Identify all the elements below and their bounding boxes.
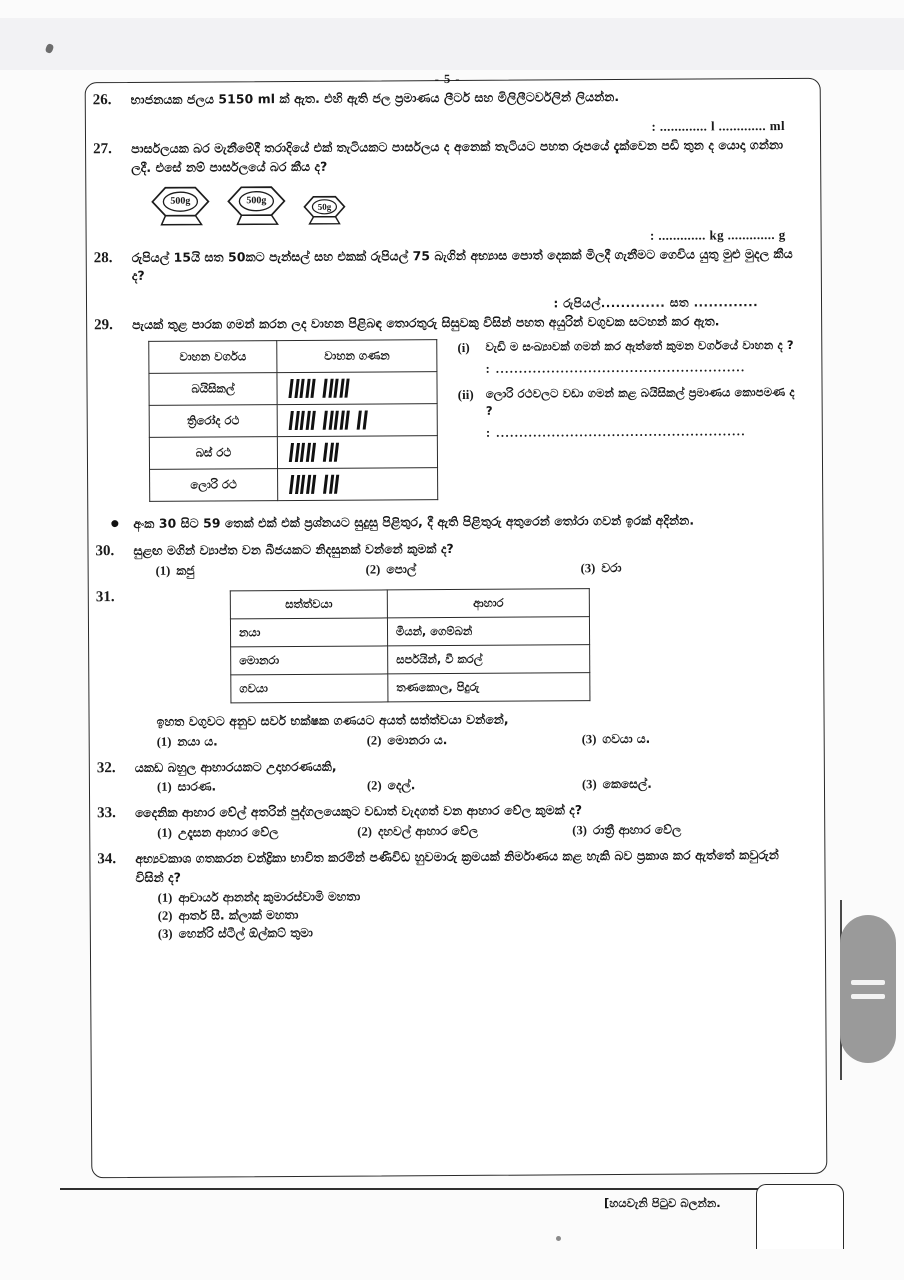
question-29-sub-i-answer-line[interactable]: : ...................................................... (485, 359, 746, 376)
option-number: (2) (366, 778, 382, 793)
weights-figure (149, 180, 803, 228)
option-number: (1) (155, 563, 171, 578)
table-row (150, 468, 438, 502)
question-33 (97, 800, 807, 841)
question-32-options (135, 776, 807, 795)
question-30-option-1[interactable] (156, 562, 366, 578)
tally-header-row (149, 340, 437, 374)
tally-label-bus: බස් රථ (149, 437, 277, 470)
weight-label-2: 500g (246, 194, 267, 206)
question-30-option-2[interactable] (366, 561, 581, 577)
question-34-option-2[interactable] (158, 905, 808, 924)
equals-icon (851, 980, 885, 985)
option-number: (3) (157, 926, 173, 941)
exam-page-content (85, 71, 826, 1176)
option-label: සාරණ. (177, 779, 217, 795)
animal-name-cobra: නයා (230, 618, 387, 647)
option-number: (2) (365, 562, 381, 577)
instruction-bullet-text: අංක 30 සිට 59 තෙක් එක් එක් ප්‍රශ්නයට සුදුසු පිළිතුර, දී ඇති පිළිතුරු අතුරෙන් තෝරා ගවන් ඉරක් අදින්න. (133, 512, 695, 532)
footer-rule (60, 1188, 820, 1190)
tally-marks-group-three-wheeler (284, 409, 431, 432)
question-32-option-2[interactable] (367, 778, 582, 794)
question-27 (93, 136, 804, 229)
question-29-sub-ii-marker: (ii) (457, 386, 474, 402)
question-29-sub-i (457, 337, 804, 377)
question-31 (96, 584, 807, 750)
equals-icon (851, 994, 885, 999)
tally-header-vehicle-count: වාහන ගණන (277, 340, 437, 373)
tally-marks-lorry (278, 468, 438, 501)
table-row (149, 404, 437, 438)
question-32-text: යකඩ බහුල ආහාරයකට උදාහරණයකි, (134, 758, 337, 775)
option-number: (3) (580, 560, 596, 575)
question-33-option-2[interactable] (357, 824, 572, 840)
question-32-option-3[interactable] (582, 777, 652, 792)
tally-group (290, 475, 315, 494)
question-34-option-3[interactable] (158, 923, 808, 942)
tally-marks-bicycle (277, 372, 437, 405)
option-label: වරා (601, 560, 622, 575)
table-row (230, 616, 589, 646)
question-34 (97, 846, 808, 945)
question-28-text: රුපියල් 15යි සත 50කට පැන්සල් සහ එකක් රුපියල් 75 බැගින් අභ්‍යාස පොත් දෙකක් මිලදී ගැනීමට ගෙවිය යුතු මුළු මුදල කීය ද? (131, 245, 793, 284)
tally-group (324, 443, 338, 462)
option-label: උදෑසන ආහාර වේල (177, 825, 279, 840)
option-label: රාත්‍රී ආහාර වේල (592, 822, 682, 838)
question-31-options (135, 730, 807, 749)
weight-label-3: 50g (317, 201, 332, 212)
option-label: කජු (176, 563, 195, 578)
option-number: (1) (156, 780, 172, 795)
option-label: ගවයා ය. (602, 731, 651, 746)
tally-label-bicycle: බයිසිකල් (149, 373, 277, 406)
question-33-option-3[interactable] (572, 823, 681, 839)
vehicle-tally-table (148, 339, 438, 502)
table-row (149, 372, 437, 406)
option-label: හෙන්රි ස්ටීල් ඕල්කට් තුමා (178, 925, 313, 941)
animal-name-peacock: මොනරා (231, 646, 388, 675)
question-31-option-1[interactable] (157, 733, 367, 749)
question-30-options (134, 560, 806, 579)
weight-500g-a (149, 184, 211, 228)
table-row (231, 644, 590, 674)
question-34-text: අභ්‍යවකාශ ගතකරන චන්ද්‍රිකා භාවිත කරමින් පණිවිඩ හුවමාරු ක්‍රමයක් නිර්මාණය කළ හැකි බව ප්‍රකාශ කර ඇත්තේ කවුරුන් විසින් ද? (135, 847, 779, 886)
question-34-option-1[interactable] (158, 887, 808, 906)
tally-marks-group-bicycle (283, 377, 430, 400)
table-row (231, 672, 590, 702)
weight-500g-b (225, 184, 287, 228)
option-label: ආතර් සී. ක්ලාක් මහතා (178, 907, 299, 923)
question-34-number: 34. (97, 851, 117, 868)
tally-header-vehicle-type: වාහන වර්ගය (149, 341, 277, 374)
option-label: දහවල් ආහාර වේල (377, 824, 479, 839)
question-27-answer-line[interactable]: : ............. kg ............. g (649, 226, 786, 243)
question-28-answer-line[interactable] (94, 294, 758, 314)
option-label: නයා ය. (177, 734, 218, 749)
scan-haze (0, 18, 904, 70)
animal-header-animal: සත්ත්වයා (230, 590, 387, 619)
question-28-answer-line-text: : රුපියල්............. සත ............. (553, 295, 759, 311)
animal-name-cow: ගවයා (231, 674, 388, 703)
question-30 (95, 538, 805, 579)
question-30-text: සුළඟ මගින් ව්‍යාප්ත වන බීජයකට නිදසුනක් වන්නේ කුමක් ද? (133, 540, 454, 558)
question-30-option-3[interactable] (581, 561, 622, 576)
option-number: (3) (581, 777, 597, 792)
question-31-option-3[interactable] (582, 731, 651, 746)
tally-group (289, 379, 314, 398)
option-label: මොනරා ය. (387, 732, 448, 748)
tally-marks-group-lorry (284, 473, 431, 496)
footer-note: [හයවැනි පිටුව බලන්න. (604, 1196, 721, 1210)
option-number: (1) (156, 734, 172, 749)
bullet-dot-icon (95, 515, 133, 530)
question-26-answer-line[interactable]: : ............. l ............. ml (651, 117, 785, 134)
question-31-option-2[interactable] (367, 732, 582, 748)
tally-label-three-wheeler: ත්‍රිරෝද රථ (149, 405, 277, 438)
option-label: ආචාර්ය ආනන්ද කුමාරස්වාමි මහතා (178, 889, 361, 905)
footer-answer-box (756, 1184, 844, 1249)
question-32 (97, 754, 807, 795)
animal-food-table (230, 588, 591, 703)
question-29-sub-ii-text: ලොරි රථවලට වඩා ගමන් කළ බයිසිකල් ප්‍රමාණය කොපමණ ද ? (485, 384, 795, 419)
tally-marks-bus (277, 436, 437, 469)
question-28 (94, 244, 804, 286)
option-number: (1) (157, 890, 173, 905)
tally-label-lorry: ලොරි රථ (150, 469, 278, 502)
option-number: (3) (581, 731, 597, 746)
question-29 (94, 312, 804, 335)
option-label: දෙල්. (387, 778, 416, 793)
question-26-text: භාජනයක ජලය 5150 ml ක් ඇත. එහි ඇති ජල ප්‍රමාණය ලීටර් සහ මිලිලීටර්වලින් ලියන්න. (130, 88, 620, 107)
tally-group (358, 411, 366, 430)
question-33-options (135, 822, 807, 841)
question-33-number: 33. (97, 805, 116, 822)
question-29-sub-ii (458, 384, 805, 441)
tally-group (290, 411, 315, 430)
animal-header-row (230, 588, 589, 618)
tally-marks-three-wheeler (277, 404, 437, 437)
animal-food-cobra: මීයන්, ගෙම්බන් (387, 616, 589, 645)
table-row (149, 436, 437, 470)
option-number: (2) (157, 908, 173, 923)
tally-group (323, 379, 348, 398)
question-27-text: පාර්සලයක බර මැනීමේදී තරාදියේ එක් තැටියකට පාර්සලය ද අනෙක් තැටියට පහත රූපයේ දැක්වෙන පඩි තුන ද යොදා ගන්නා ලදී. එසේ නම් පාර්සලයේ බර කීය ද? (131, 136, 784, 175)
question-32-option-1[interactable] (157, 779, 367, 795)
question-34-options (136, 887, 808, 942)
question-26 (93, 87, 803, 110)
question-33-option-1[interactable] (157, 825, 357, 841)
question-29-text: පැයක් තුළ පාරක ගමන් කරන ලද වාහන පිළිබඳ තොරතුරු සිසුවකු විසින් පහත අයුරින් වගුවක සටහන් කර ඇත. (132, 313, 720, 333)
question-27-number: 27. (93, 140, 112, 158)
option-number: (2) (366, 733, 382, 748)
option-number: (3) (572, 823, 587, 838)
option-label: කෙසෙල්. (602, 777, 652, 792)
option-number: (2) (357, 824, 372, 839)
question-29-content (94, 337, 805, 502)
question-29-sub-ii-answer-line[interactable]: : ...................................................... (485, 424, 747, 440)
page-number: - 5 - (434, 71, 461, 87)
animal-food-peacock: සර්පයින්, වී කරල් (388, 644, 590, 673)
weight-50g (301, 193, 347, 227)
question-29-number: 29. (94, 317, 113, 334)
question-33-text: දෛනික ආහාර වේල් අතරින් පුද්ගලයෙකුට වඩාත් වැදගත් වන ආහාර වේල කුමක් ද? (135, 802, 583, 821)
question-30-number: 30. (95, 542, 115, 560)
instruction-bullet (95, 511, 805, 534)
question-26-number: 26. (92, 92, 112, 109)
animal-food-cow: තණකොල, පිදුරු (388, 672, 590, 701)
tally-group (324, 475, 338, 494)
scan-speck-bottom (556, 1236, 561, 1241)
tally-group (290, 443, 315, 462)
question-28-number: 28. (93, 249, 113, 266)
option-number: (1) (157, 826, 172, 841)
question-32-number: 32. (96, 759, 116, 776)
animal-header-food: ආහාර (387, 588, 589, 617)
question-31-number: 31. (95, 588, 115, 605)
tally-marks-group-bus (284, 441, 431, 464)
tally-group (324, 411, 349, 430)
overlay-menu-button[interactable] (840, 915, 896, 1063)
question-29-sub-i-marker: (i) (457, 339, 470, 356)
question-31-stem: ඉහත වගුවට අනුව සර්ව භක්ෂක ගණයට අයත් සත්ත්වයා වන්නේ, (156, 711, 509, 729)
option-label: පොල් (386, 561, 417, 577)
weight-label-1: 500g (170, 195, 191, 207)
question-29-sub-i-text: වැඩි ම සංඛ්‍යාවක් ගමන් කර ඇත්තේ කුමන වර්ගයේ වාහන ද ? (485, 337, 794, 354)
